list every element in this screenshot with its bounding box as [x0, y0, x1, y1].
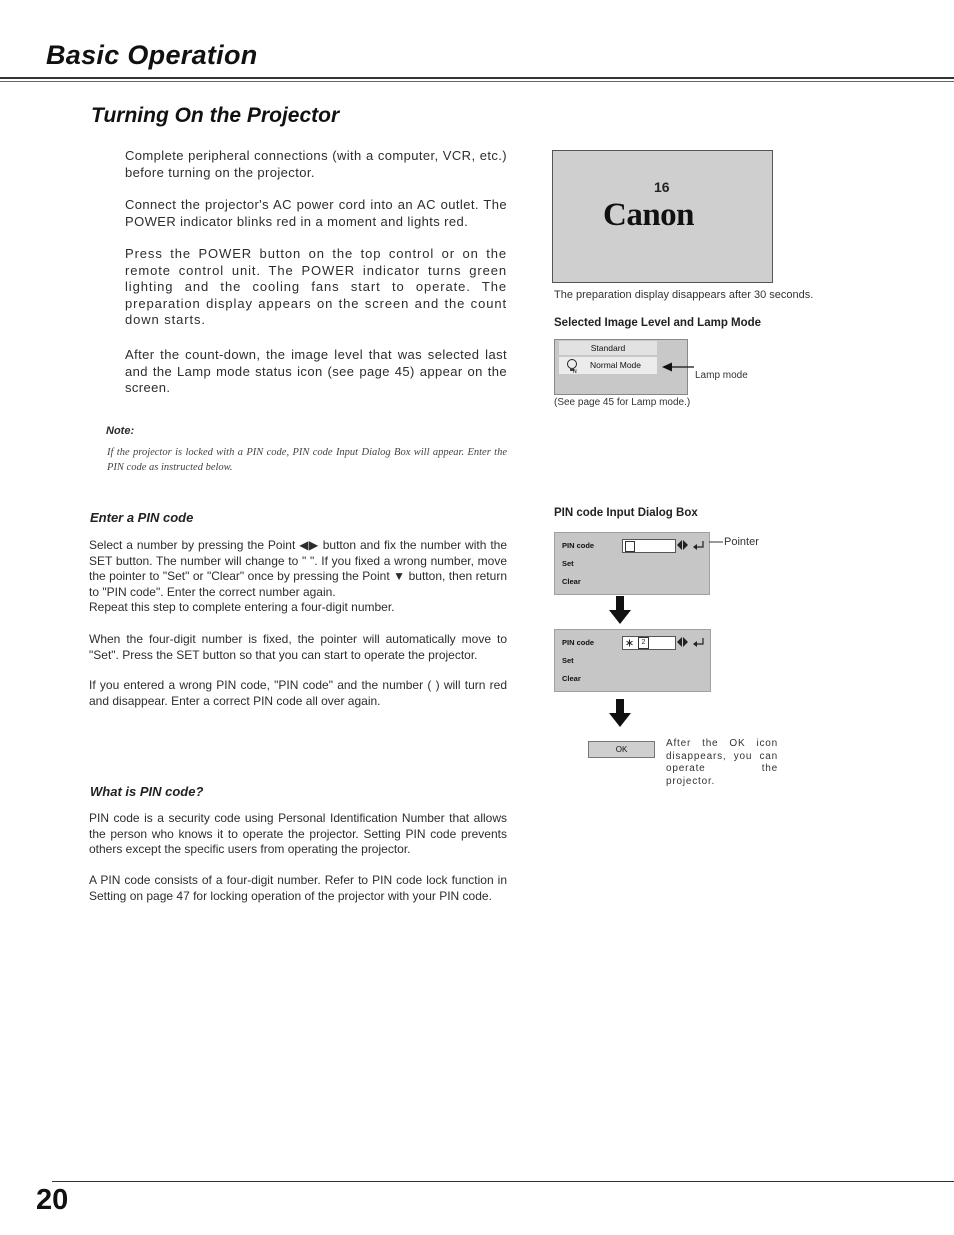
enter-pin-paragraph-2: When the four-digit number is fixed, the pointer will automatically move to "Set". Press the SET button so that you can start to operate the projector. — [89, 632, 507, 662]
pin-code-field[interactable] — [622, 539, 676, 553]
what-is-pin-paragraph-2: A PIN code consists of a four-digit number. Refer to PIN code lock function in Setting on page 47 for locking operation of the projector with your PIN code. — [89, 873, 507, 903]
pin-code-field[interactable] — [622, 636, 676, 650]
note-text: If the projector is locked with a PIN code, PIN code Input Dialog Box will appear. Enter the PIN code as instructed below. — [107, 447, 507, 473]
down-arrow-icon — [609, 699, 631, 727]
step-2-text: Connect the projector's AC power cord into an AC outlet. The POWER indicator blinks red in a moment and lights red. — [125, 197, 507, 229]
what-is-pin-heading: What is PIN code? — [90, 784, 204, 799]
point-left-right-icon — [677, 539, 707, 551]
enter-pin-paragraph-1: Select a number by pressing the Point ◀▶ button and fix the number with the SET button. The number will change to " ". If you fixed a wrong number, move the pointer to "Set" or "Clear" once by pressing the Point ▼ button, then return to "PIN code". Enter the correct number again. — [89, 538, 507, 599]
step-3-text: Press the POWER button on the top control or on the remote control unit. The POWER indicator turns green lighting and the cooling fans start to operate. The preparation display appears on the screen and the count down starts. — [125, 246, 507, 327]
section-title: Turning On the Projector — [91, 104, 340, 127]
image-level-label: Standard — [559, 341, 657, 355]
pointer-callout-label: Pointer — [724, 536, 759, 548]
lamp-figure-heading: Selected Image Level and Lamp Mode — [554, 317, 762, 329]
clear-label: Clear — [562, 674, 581, 683]
lamp-figure-caption: (See page 45 for Lamp mode.) — [554, 397, 691, 408]
clear-label: Clear — [562, 577, 581, 586]
enter-pin-heading: Enter a PIN code — [90, 510, 194, 525]
lamp-mode-status — [559, 357, 657, 374]
lamp-mode-label: Normal Mode — [590, 360, 642, 370]
entered-digit: 2 — [638, 637, 649, 649]
countdown-number: 16 — [654, 179, 670, 195]
asterisk-icon — [626, 639, 633, 647]
footer-rule — [52, 1181, 954, 1182]
header-rule — [0, 77, 954, 79]
svg-text:N: N — [573, 369, 577, 374]
pin-dialog-heading: PIN code Input Dialog Box — [554, 507, 698, 519]
enter-pin-paragraph-3: If you entered a wrong PIN code, "PIN code" and the number ( ) will turn red and disappear. Enter a correct PIN code all over again. — [89, 678, 507, 708]
header-rule-thin — [0, 81, 954, 82]
lamp-mode-pointer-arrow — [662, 361, 694, 373]
pin-code-label: PIN code — [562, 541, 595, 550]
set-label: Set — [562, 559, 574, 568]
note-label: Note: — [106, 425, 135, 437]
point-left-right-icon — [677, 636, 707, 648]
page-header-title: Basic Operation — [46, 40, 258, 70]
preparation-caption: The preparation display disappears after 30 seconds. — [554, 289, 814, 301]
down-arrow-icon — [609, 596, 631, 624]
after-ok-text: After the OK icon disappears, you can operate the projector. — [666, 738, 778, 787]
pin-cursor — [625, 541, 635, 552]
what-is-pin-paragraph-1: PIN code is a security code using Personal Identification Number that allows the person who knows it to operate the projector. Setting PIN code prevents others except the specific users from operating the projector. — [89, 811, 507, 856]
pin-dialog-entering — [554, 629, 711, 692]
step-1-text: Complete peripheral connections (with a computer, VCR, etc.) before turning on the projector. — [125, 148, 507, 180]
lamp-bulb-icon — [565, 358, 579, 374]
page-number: 20 — [36, 1184, 69, 1216]
pointer-callout-line — [709, 538, 723, 546]
set-label: Set — [562, 656, 574, 665]
ok-icon: OK — [588, 741, 655, 758]
canon-logo: Canon — [603, 197, 695, 233]
enter-pin-paragraph-1b: Repeat this step to complete entering a four-digit number. — [89, 600, 395, 614]
pin-dialog-empty — [554, 532, 710, 595]
step-4-text: After the count-down, the image level that was selected last and the Lamp mode status icon (see page 45) appear on the screen. — [125, 347, 507, 395]
pin-code-label: PIN code — [562, 638, 595, 647]
lamp-mode-callout: Lamp mode — [695, 370, 748, 381]
